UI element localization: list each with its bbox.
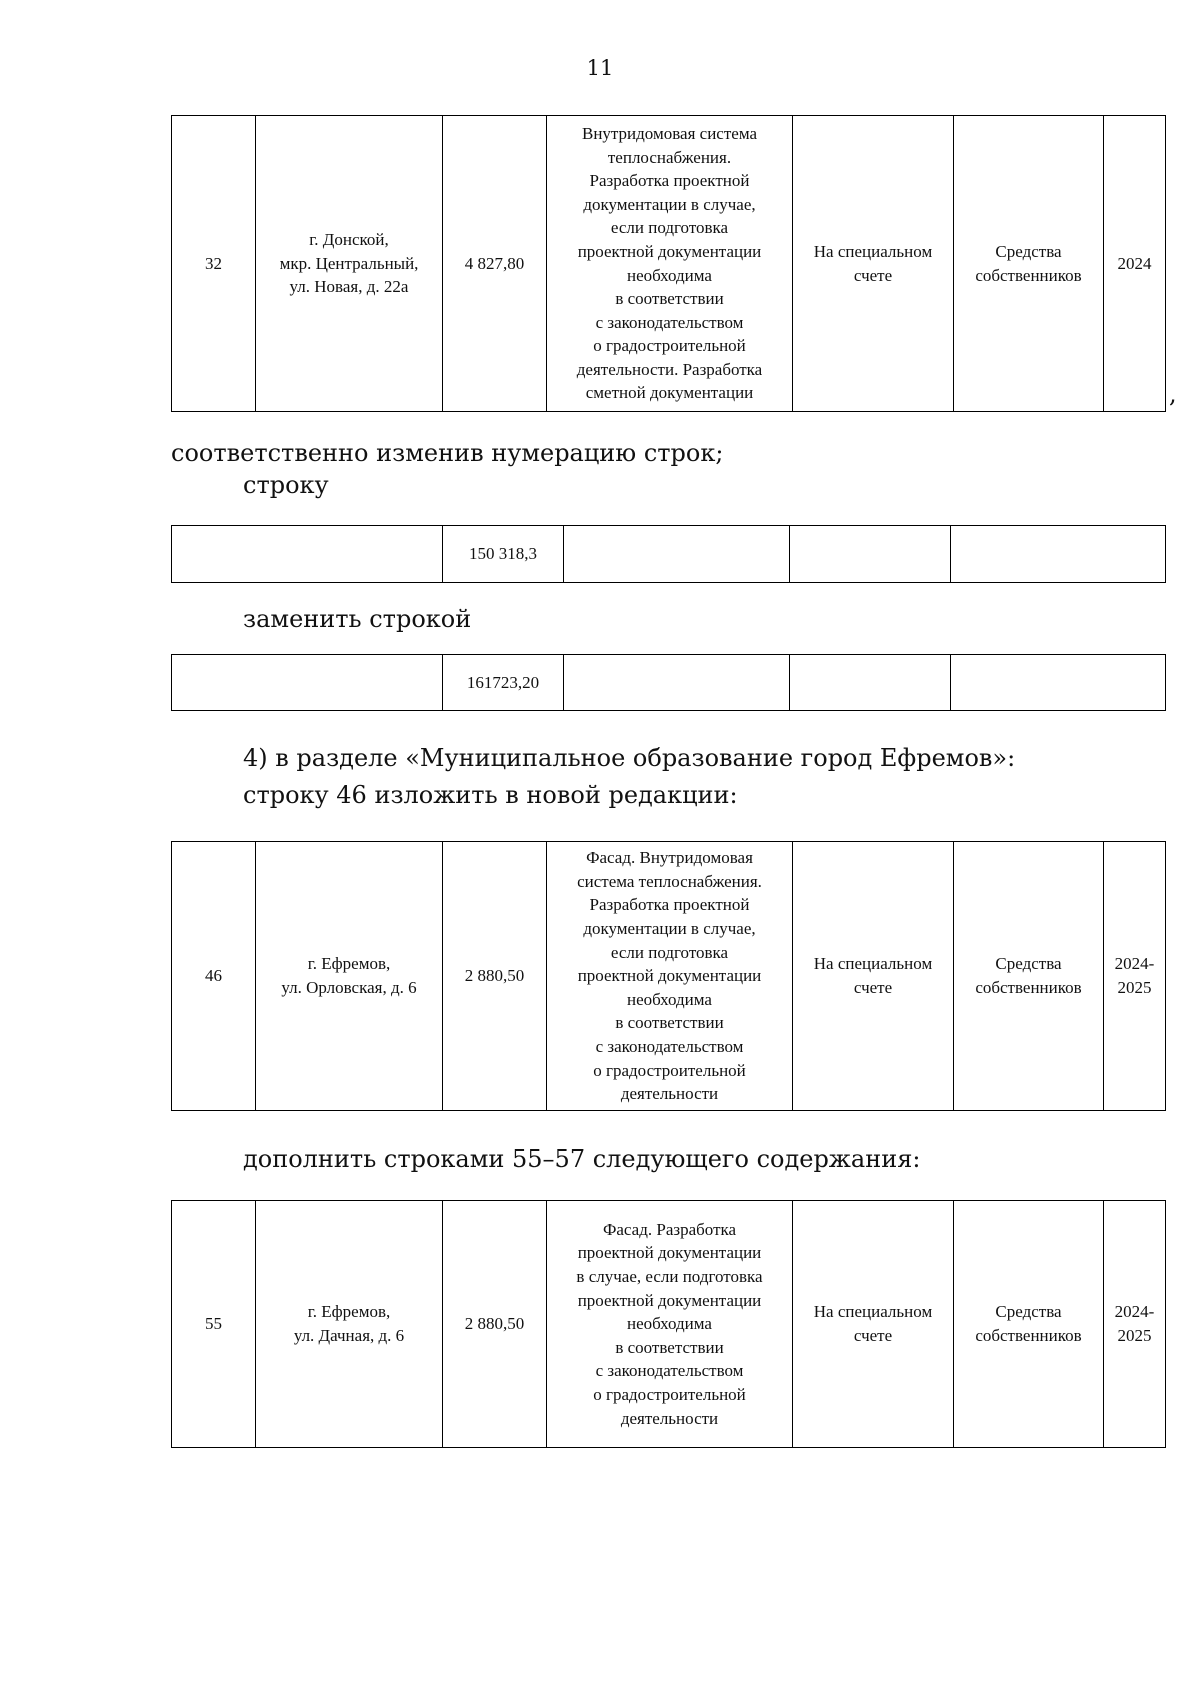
row46-paragraph: строку 46 изложить в новой редакции: — [243, 781, 738, 809]
empty-cell — [172, 655, 443, 711]
row-number-cell: 55 — [172, 1201, 256, 1448]
table-row — [172, 842, 1166, 1111]
work-description-cell: Фасад. Внутридомовая система теплоснабжения. Разработка проектной документации в случае, если подготовка проектной документации необходима в соответствии с законодательством о градостроительной деятельности — [547, 842, 793, 1111]
empty-cell — [172, 526, 443, 583]
old-total-table — [171, 525, 1166, 583]
old-total-cell: 150 318,3 — [443, 526, 564, 583]
table-row-32 — [171, 115, 1166, 412]
table-row — [172, 526, 1166, 583]
year-cell: 2024- 2025 — [1104, 842, 1166, 1111]
empty-cell — [564, 526, 790, 583]
funding-method-cell: На специальном счете — [793, 1201, 954, 1448]
amount-cell: 4 827,80 — [443, 116, 547, 412]
table-row — [172, 1201, 1166, 1448]
year-cell: 2024- 2025 — [1104, 1201, 1166, 1448]
new-total-cell: 161723,20 — [443, 655, 564, 711]
amount-cell: 2 880,50 — [443, 1201, 547, 1448]
new-total-table — [171, 654, 1166, 711]
funding-method-cell: На специальном счете — [793, 842, 954, 1111]
work-description-cell: Внутридомовая система теплоснабжения. Разработка проектной документации в случае, если подготовка проектной документации необходима в соответствии с законодательством о градостроительной деятельности. Разработка сметной документации — [547, 116, 793, 412]
empty-cell — [564, 655, 790, 711]
empty-cell — [790, 655, 951, 711]
empty-cell — [951, 655, 1166, 711]
table-row-46 — [171, 841, 1166, 1111]
row-number-cell: 46 — [172, 842, 256, 1111]
work-description-cell: Фасад. Разработка проектной документации в случае, если подготовка проектной документации необходима в соответствии с законодательством о градостроительной деятельности — [547, 1201, 793, 1448]
funding-method-cell: На специальном счете — [793, 116, 954, 412]
amount-cell: 2 880,50 — [443, 842, 547, 1111]
empty-cell — [790, 526, 951, 583]
renumber-paragraph: соответственно изменив нумерацию строк; — [171, 439, 724, 467]
funding-source-cell: Средства собственников — [954, 1201, 1104, 1448]
table-row-55 — [171, 1200, 1166, 1448]
funding-source-cell: Средства собственников — [954, 842, 1104, 1111]
replace-paragraph: заменить строкой — [243, 605, 472, 633]
table-row — [172, 655, 1166, 711]
address-cell: г. Донской, мкр. Центральный, ул. Новая, д. 22а — [256, 116, 443, 412]
append-paragraph: дополнить строками 55–57 следующего содержания: — [243, 1145, 921, 1173]
section-paragraph: 4) в разделе «Муниципальное образование город Ефремов»: — [243, 744, 1016, 772]
address-cell: г. Ефремов, ул. Дачная, д. 6 — [256, 1201, 443, 1448]
table-row — [172, 116, 1166, 412]
empty-cell — [951, 526, 1166, 583]
address-cell: г. Ефремов, ул. Орловская, д. 6 — [256, 842, 443, 1111]
year-cell: 2024 — [1104, 116, 1166, 412]
funding-source-cell: Средства собственников — [954, 116, 1104, 412]
row-word-paragraph: строку — [243, 471, 329, 499]
trailing-comma: , — [1169, 380, 1177, 408]
page-number: 11 — [586, 56, 614, 80]
row-number-cell: 32 — [172, 116, 256, 412]
